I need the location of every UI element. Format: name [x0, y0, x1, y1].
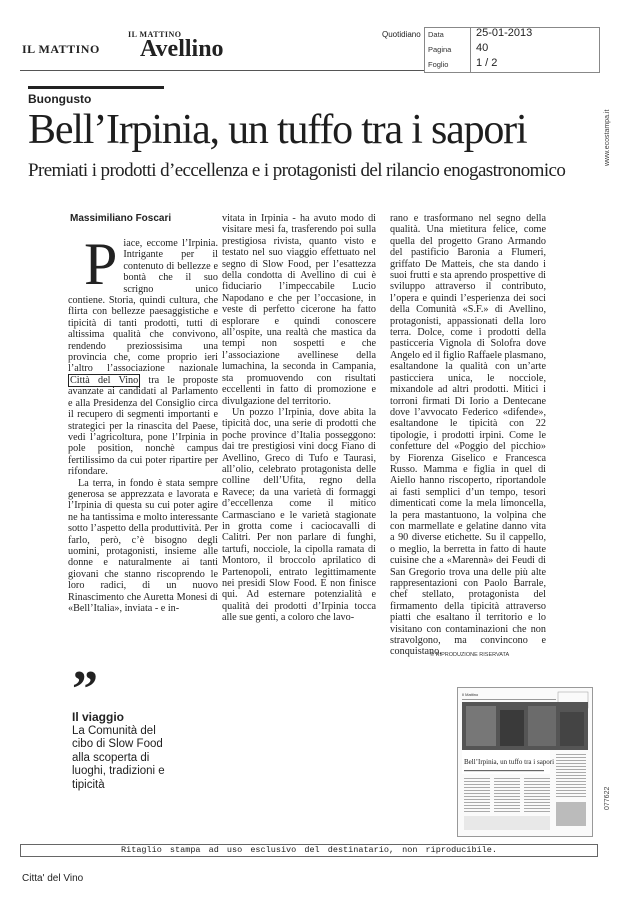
code-text: 077622	[604, 786, 611, 810]
paragraph-text: tra le proposte avanzate ai candidati al Parlamento e alla Presidenza del Consiglio circa il recupero di segmenti importanti e strategici per la rinascita del Paese, vedi l’agricoltura, pone l’Irpinia in pole position, nonchè campus fertilissimo da cui poter ripartire per rifondare.	[68, 374, 218, 478]
subheadline: Premiati i prodotti d’eccellenza e i protagonisti del rilancio enogastronomico	[28, 160, 566, 181]
page-thumbnail	[457, 687, 593, 837]
article-column-2	[222, 213, 376, 624]
thumbnail-masthead: Il Mattino	[462, 692, 479, 697]
article-column-1	[68, 231, 218, 614]
thumbnail-headline: Bell’Irpinia, un tuffo tra i sapori	[464, 758, 555, 766]
quote-text: La Comunità del cibo di Slow Food alla scoperta di luoghi, tradizioni e tipicità	[72, 725, 165, 791]
masthead-brand: IL MATTINO	[22, 42, 100, 56]
page-thumbnail-image	[458, 688, 592, 836]
header-rule	[20, 70, 424, 71]
highlighted-term: Città del Vino	[70, 374, 139, 386]
website-text: www.ecostampa.it	[604, 109, 611, 166]
kicker-rule	[28, 86, 164, 89]
masthead-city: Avellino	[140, 36, 224, 62]
byline: Massimiliano Foscari	[70, 213, 172, 224]
periodicity-label: Quotidiano	[382, 30, 421, 39]
quote-mark-icon: ”	[72, 661, 98, 718]
paragraph: Un pozzo l’Irpinia, dove abita la tipicità doc, una serie di prodotti che poche province d’Italia posseggono: dai tre prestigiosi vini docg Fiano di Avellino, Greco di Tufo e Taurasi, all’olio, celebrato protagonista delle colline dell’Ufita, regno della Ravece; da una varietà di formaggi d’eccellenza come il mitico Carmasciano e le varietà stagionate in grotta come i caciocavalli di Calitri. Per non parlare di funghi, tartufi, nocciole, la cipolla ramata di Montoro, il broccolo aprilatico di Partenopoli, entrato legittimamente nei presidi Slow Food. E non finisce qui. Ad esternare potenzialità e qualità dei prodotti d’Irpinia tocca alle sue genti, a coloro che lavo-	[222, 406, 376, 624]
client-name: Citta' del Vino	[22, 873, 84, 884]
paragraph-text: iace, eccome l’Irpinia. Intrigante per il contenuto di bellezze e bontà che il suo scrigno unico contiene. Storia, quindi cultura, che flirta con bellezze paesaggistiche e tipicità di tanti prodotti, tutti di altissima qualità che convivono, rendendo preziossisima una provincia che, come proprio ieri l’altro l’associazione nazionale	[68, 238, 218, 375]
meta-page-value: 40	[476, 42, 489, 54]
footer-rule-bottom	[20, 856, 598, 857]
code-vertical-text	[604, 770, 614, 810]
paragraph: rano e trasformano nel segno della qualità. Una mietitura felice, come quella del progetto Grano Armando del pastificio Baronia a Flumeri, griffato De Matteis, che sta dando i suoi frutti e sta aprendo prospettive di sviluppo attraverso il contributo, l’opera e quindi l’esperienza dei soci della Comunità «S.F.» di Avellino, protagonisti, appassionati della loro terra. Dolce, come i prodotti della pasticceria Vignola di Solofra dove Angelo ed il figlio Raffaele plasmano, esaltandone la qualità con un’arte pasticciera unica, le nocciole, mixandole ad altri prodotti. Mitici i torroni firmati Di Iorio a Dentecane dove l’avvocato Federico «difende», esaltandone le tipicità con 22 tipologie, i prodotti irpini. Come le confetture del «Poggio del picchio» by Fiorenza Giselico e Francesca Russo. Mamma e figlia in quel di Aiello hanno riscoperto, riportandole ai fasti semplici d’un tempo, tesori dimenticati come la mela limoncella, la pera mastantuono, la volpina che con marmellate e gelatine danno vita a 90 diverse etichette. Su il cappello, o meglio, la berretta in fatto di haute cuisine che a «Marennà» dei Feudi di San Gregorio trova una delle più alte rappresentazioni con Paolo Barrale, chef stellato, protagonista del firmamento della tipicità attraverso piatti che esaltano il territorio e lo visitano con contaminazioni che non stravolgono, ma convincono e conquistano.	[390, 213, 546, 658]
headline: Bell’Irpinia, un tuffo tra i sapori	[28, 107, 527, 153]
dropcap: P	[84, 231, 118, 297]
meta-sheet-value: 1 / 2	[476, 57, 498, 69]
article-column-3	[390, 213, 546, 658]
masthead-small: IL MATTINO	[128, 30, 182, 39]
footer-note: Ritaglio stampa ad uso esclusivo del destinatario, non riproducibile.	[121, 845, 497, 855]
kicker: Buongusto	[28, 92, 92, 106]
paragraph	[68, 231, 218, 478]
meta-page-label: Pagina	[428, 45, 452, 54]
meta-sheet-label: Foglio	[428, 60, 449, 69]
meta-date-value: 25-01-2013	[476, 27, 533, 39]
paragraph: vitata in Irpinia - ha avuto modo di visitare mesi fa, trasferendo poi sulla prestigiosa rivista, quanto visto e testato nel suo viaggio effettuato nel segno di Slow Food, per l’esattezza della condotta di Avellino di cui è fiduciario l’impeccabile Lucio Napodano e che per l’occasione, in veste di perfetto cicerone ha fatto esplorare e quindi conoscere all’ospite, una realtà che mastica da tempi non sospetti e che l’associazione avellinese della lumachina, la seconda in Campania, sta promuovendo con risultati eccellenti in fatto di promozione e divulgazione del territorio.	[222, 213, 376, 407]
paragraph: La terra, in fondo è stata sempre generosa se apprezzata e lavorata e l’Irpinia di questa su cui poter agire ne ha tantissima e molto interessante sotto l’aspetto della produttività. Per farlo, però, c’è bisogno degli uomini, protagonisti, insieme alle donne e naturalmente ai tanti giovani che stanno riscoprendo le loro radici, di un nuovo Rinascimento che Auretta Monesi di «Bell’Italia», inviata - e in-	[68, 477, 218, 614]
meta-divider	[470, 27, 471, 73]
website-vertical-text	[604, 86, 614, 166]
quote-title: Il viaggio	[72, 710, 125, 724]
meta-date-label: Data	[428, 30, 444, 39]
reproduction-note: © RIPRODUZIONE RISERVATA	[430, 652, 510, 658]
